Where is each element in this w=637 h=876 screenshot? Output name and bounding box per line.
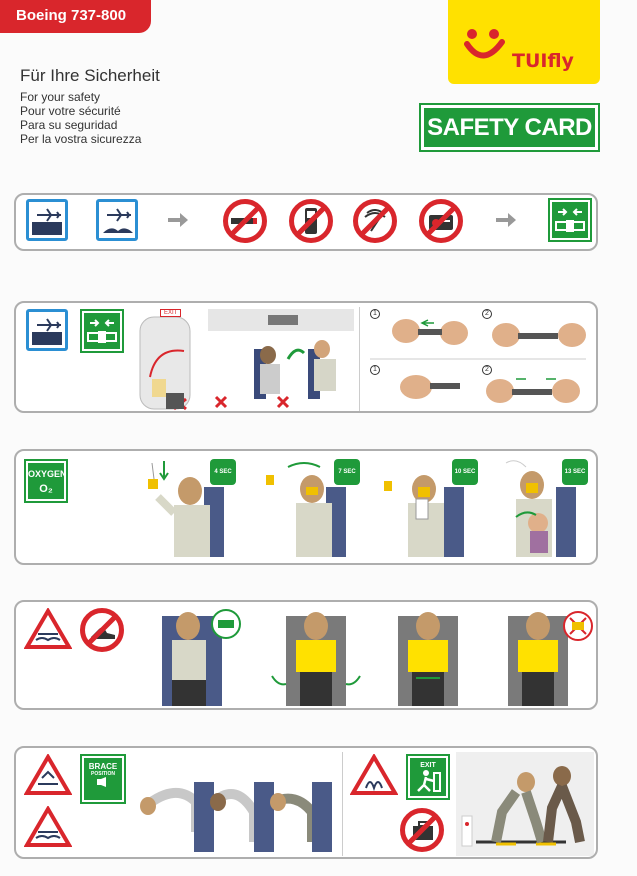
evacuation-warning-icon bbox=[350, 754, 398, 796]
oxygen-step-4 bbox=[486, 457, 592, 561]
takeoff-icon bbox=[26, 309, 68, 351]
exit-label: EXIT bbox=[420, 762, 436, 769]
title-italian: Per la vostra sicurezza bbox=[20, 132, 142, 146]
no-baggage-icon bbox=[400, 808, 444, 852]
evacuation-illustration bbox=[456, 752, 594, 856]
safety-card-badge: SAFETY CARD bbox=[421, 105, 598, 150]
panel-takeoff-landing bbox=[14, 193, 598, 251]
no-radio-icon bbox=[419, 199, 463, 243]
oxygen-icon bbox=[26, 461, 66, 501]
timer-label: 4 SEC bbox=[210, 459, 236, 485]
divider bbox=[359, 307, 360, 411]
no-high-heels-icon bbox=[80, 608, 124, 652]
no-mobile-icon bbox=[289, 199, 333, 243]
oxygen-label: OXYGEN bbox=[28, 469, 67, 479]
oxygen-step-2 bbox=[254, 457, 364, 561]
aircraft-model-tab: Boeing 737-800 bbox=[0, 0, 151, 33]
seatbelt-steps bbox=[366, 307, 592, 411]
title-french: Pour votre sécurité bbox=[20, 104, 121, 118]
timer-label: 10 SEC bbox=[452, 459, 478, 485]
evacuation-icon bbox=[408, 756, 448, 798]
seatbelt-icon bbox=[550, 200, 590, 240]
exit-door-illustration bbox=[136, 307, 200, 411]
title-german: Für Ihre Sicherheit bbox=[20, 66, 160, 85]
panel-brace-evacuation bbox=[14, 746, 598, 859]
step-number: 1 bbox=[370, 365, 380, 375]
title-block bbox=[20, 66, 160, 146]
arrow-right-icon bbox=[168, 213, 188, 227]
oxygen-step-1 bbox=[136, 457, 242, 561]
divider bbox=[342, 752, 343, 856]
seatbelt-icon bbox=[82, 311, 122, 351]
oxygen-step-3 bbox=[374, 457, 482, 561]
life-vest-step-4 bbox=[492, 606, 596, 710]
landing-icon bbox=[96, 199, 138, 241]
life-vest-step-1 bbox=[154, 606, 244, 710]
brace-position-illustration bbox=[136, 762, 336, 858]
no-smoking-icon bbox=[223, 199, 267, 243]
oxygen-subscript: O₂ bbox=[39, 483, 53, 495]
panel-exit-row-seatbelt bbox=[14, 301, 598, 413]
brace-icon bbox=[82, 756, 124, 802]
brand-logo bbox=[448, 0, 600, 84]
panel-life-vest bbox=[14, 600, 598, 710]
landing-warning-icon bbox=[24, 754, 72, 796]
step-number: 2 bbox=[482, 309, 492, 319]
life-vest-step-3 bbox=[380, 606, 476, 710]
step-number: 1 bbox=[370, 309, 380, 319]
title-spanish: Para su seguridad bbox=[20, 118, 118, 132]
cabin-seat-illustration bbox=[208, 309, 354, 411]
step-number: 2 bbox=[482, 365, 492, 375]
panel-oxygen bbox=[14, 449, 598, 565]
takeoff-icon bbox=[26, 199, 68, 241]
no-electronics-icon bbox=[353, 199, 397, 243]
arrow-right-icon bbox=[496, 213, 516, 227]
timer-label: 7 SEC bbox=[334, 459, 360, 485]
title-english: For your safety bbox=[20, 90, 101, 104]
brace-label: BRACE bbox=[88, 762, 118, 771]
life-vest-step-2 bbox=[266, 606, 366, 710]
ditching-warning-icon bbox=[24, 806, 72, 848]
tui-smile-icon bbox=[464, 24, 508, 68]
brand-name: TUIfly bbox=[512, 50, 574, 72]
brace-sub-label: POSITION bbox=[91, 771, 115, 777]
ditching-warning-icon bbox=[24, 608, 72, 650]
exit-sign: EXIT bbox=[160, 309, 181, 317]
timer-label: 13 SEC bbox=[562, 459, 588, 485]
